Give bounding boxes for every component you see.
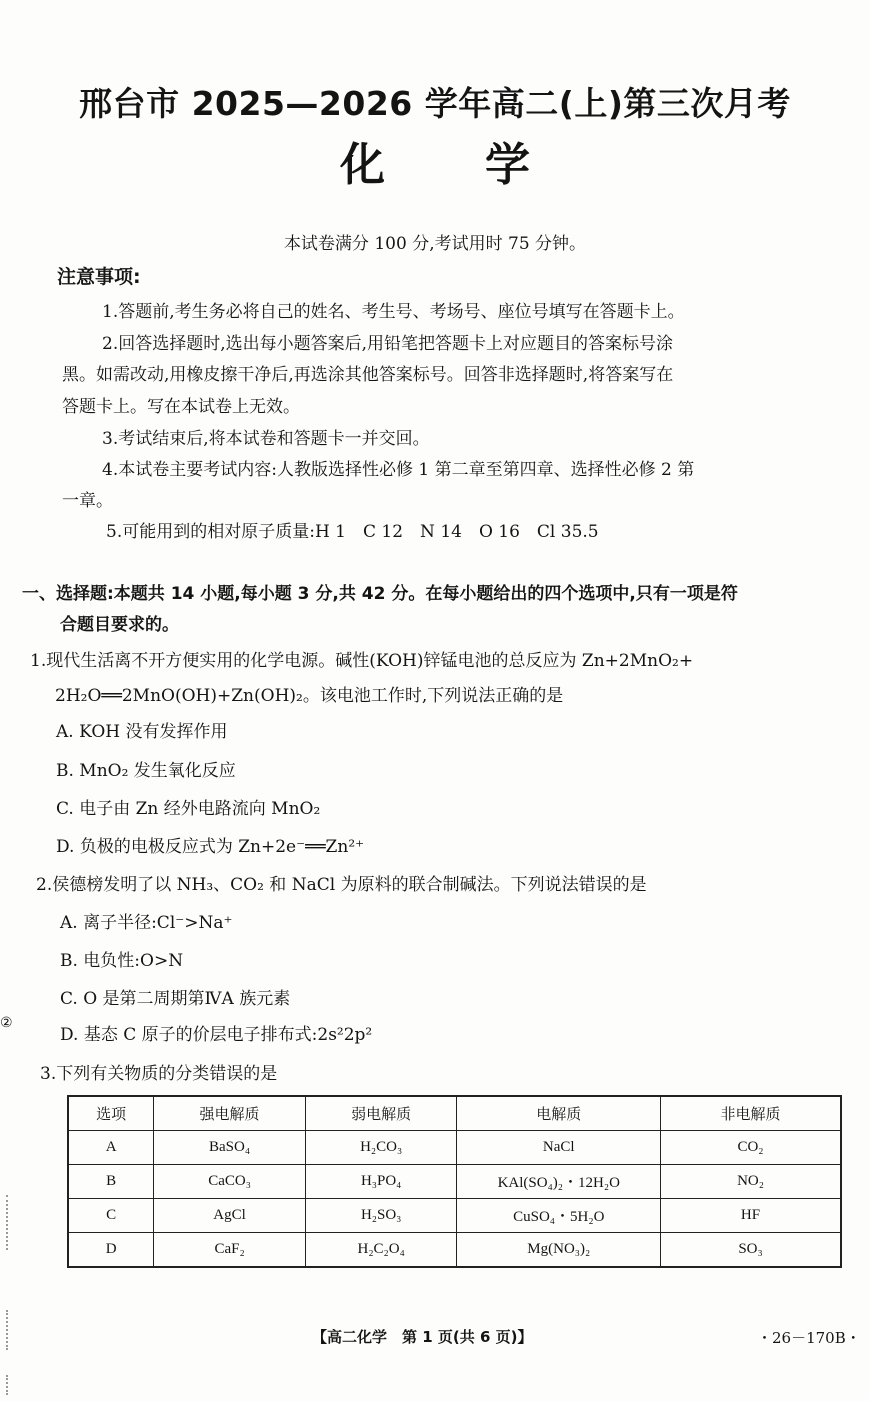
question-1-option-d: D. 负极的电极反应式为 Zn+2e⁻══Zn²⁺ — [56, 837, 365, 857]
notice-item: 5.可能用到的相对原子质量:H 1 C 12 N 14 O 16 Cl 35.5 — [106, 522, 599, 542]
table-cell: CuSO₄・5H₂O — [457, 1199, 661, 1233]
table-cell: CaCO₃ — [154, 1165, 306, 1199]
score-line: 本试卷满分 100 分,考试用时 75 分钟。 — [283, 234, 587, 254]
question-2-stem: 2.侯德榜发明了以 NH₃、CO₂ 和 NaCl 为原料的联合制碱法。下列说法错误的是 — [36, 875, 647, 895]
table-header-cell: 电解质 — [457, 1096, 661, 1131]
table-cell: AgCl — [154, 1199, 306, 1233]
classification-table — [67, 1095, 842, 1268]
notice-item: 2.回答选择题时,选出每小题答案后,用铅笔把答题卡上对应题目的答案标号涂 — [102, 334, 674, 354]
question-1-option-b: B. MnO₂ 发生氧化反应 — [56, 761, 236, 781]
table-row — [68, 1131, 841, 1165]
margin-mark: ② — [0, 1015, 13, 1031]
table-cell: H₃PO₄ — [305, 1165, 457, 1199]
table-cell: KAl(SO₄)₂・12H₂O — [457, 1165, 661, 1199]
table-row — [68, 1233, 841, 1268]
table-cell: SO₃ — [661, 1233, 841, 1268]
question-3-stem: 3.下列有关物质的分类错误的是 — [40, 1064, 278, 1084]
table-cell: H₂SO₃ — [305, 1199, 457, 1233]
table-cell: CO₂ — [661, 1131, 841, 1165]
binding-margin-dots — [6, 1310, 10, 1350]
table-header-cell: 强电解质 — [154, 1096, 306, 1131]
notice-item: 黑。如需改动,用橡皮擦干净后,再选涂其他答案标号。回答非选择题时,将答案写在 — [62, 365, 674, 385]
table-cell: NO₂ — [661, 1165, 841, 1199]
table-cell: HF — [661, 1199, 841, 1233]
notice-item: 答题卡上。写在本试卷上无效。 — [62, 397, 300, 417]
table-cell: D — [68, 1233, 154, 1268]
subject-title: 化学 — [339, 138, 630, 191]
question-2-option-d: D. 基态 C 原子的价层电子排布式:2s²2p² — [60, 1025, 373, 1045]
notice-heading: 注意事项: — [57, 266, 141, 288]
page-footer: 【高二化学 第 1 页(共 6 页)】 — [312, 1328, 533, 1346]
table-row — [68, 1199, 841, 1233]
table-cell: A — [68, 1131, 154, 1165]
table-header-cell: 非电解质 — [661, 1096, 841, 1131]
question-1-option-c: C. 电子由 Zn 经外电路流向 MnO₂ — [56, 799, 321, 819]
exam-code: ・26－170B・ — [757, 1329, 861, 1347]
question-1-stem: 1.现代生活离不开方便实用的化学电源。碱性(KOH)锌锰电池的总反应为 Zn+2MnO₂+ — [30, 651, 694, 671]
binding-margin-dots — [6, 1375, 10, 1395]
table-cell: Mg(NO₃)₂ — [457, 1233, 661, 1268]
question-2-option-b: B. 电负性:O>N — [60, 951, 184, 971]
table-header-row — [68, 1096, 841, 1131]
question-2-option-c: C. O 是第二周期第ⅣA 族元素 — [60, 989, 291, 1009]
question-1-stem-cont: 2H₂O══2MnO(OH)+Zn(OH)₂。该电池工作时,下列说法正确的是 — [55, 686, 564, 706]
table-cell: H₂C₂O₄ — [305, 1233, 457, 1268]
question-2-option-a: A. 离子半径:Cl⁻>Na⁺ — [60, 913, 233, 933]
table-cell: C — [68, 1199, 154, 1233]
table-header-cell: 弱电解质 — [305, 1096, 457, 1131]
notice-item: 4.本试卷主要考试内容:人教版选择性必修 1 第二章至第四章、选择性必修 2 第 — [102, 460, 695, 480]
table-row — [68, 1165, 841, 1199]
table-cell: CaF₂ — [154, 1233, 306, 1268]
table-cell: NaCl — [457, 1131, 661, 1165]
section-heading-cont: 合题目要求的。 — [60, 615, 179, 635]
binding-margin-dots — [6, 1195, 10, 1250]
table-header-cell: 选项 — [68, 1096, 154, 1131]
notice-item: 一章。 — [62, 491, 113, 511]
table-cell: H₂CO₃ — [305, 1131, 457, 1165]
section-heading: 一、选择题:本题共 14 小题,每小题 3 分,共 42 分。在每小题给出的四个选项中,只有一项是符 — [22, 584, 738, 604]
exam-title: 邢台市 2025—2026 学年高二(上)第三次月考 — [79, 84, 791, 123]
table-cell: BaSO₄ — [154, 1131, 306, 1165]
notice-item: 1.答题前,考生务必将自己的姓名、考生号、考场号、座位号填写在答题卡上。 — [102, 302, 685, 322]
table-cell: B — [68, 1165, 154, 1199]
notice-item: 3.考试结束后,将本试卷和答题卡一并交回。 — [102, 429, 430, 449]
question-1-option-a: A. KOH 没有发挥作用 — [56, 722, 228, 742]
